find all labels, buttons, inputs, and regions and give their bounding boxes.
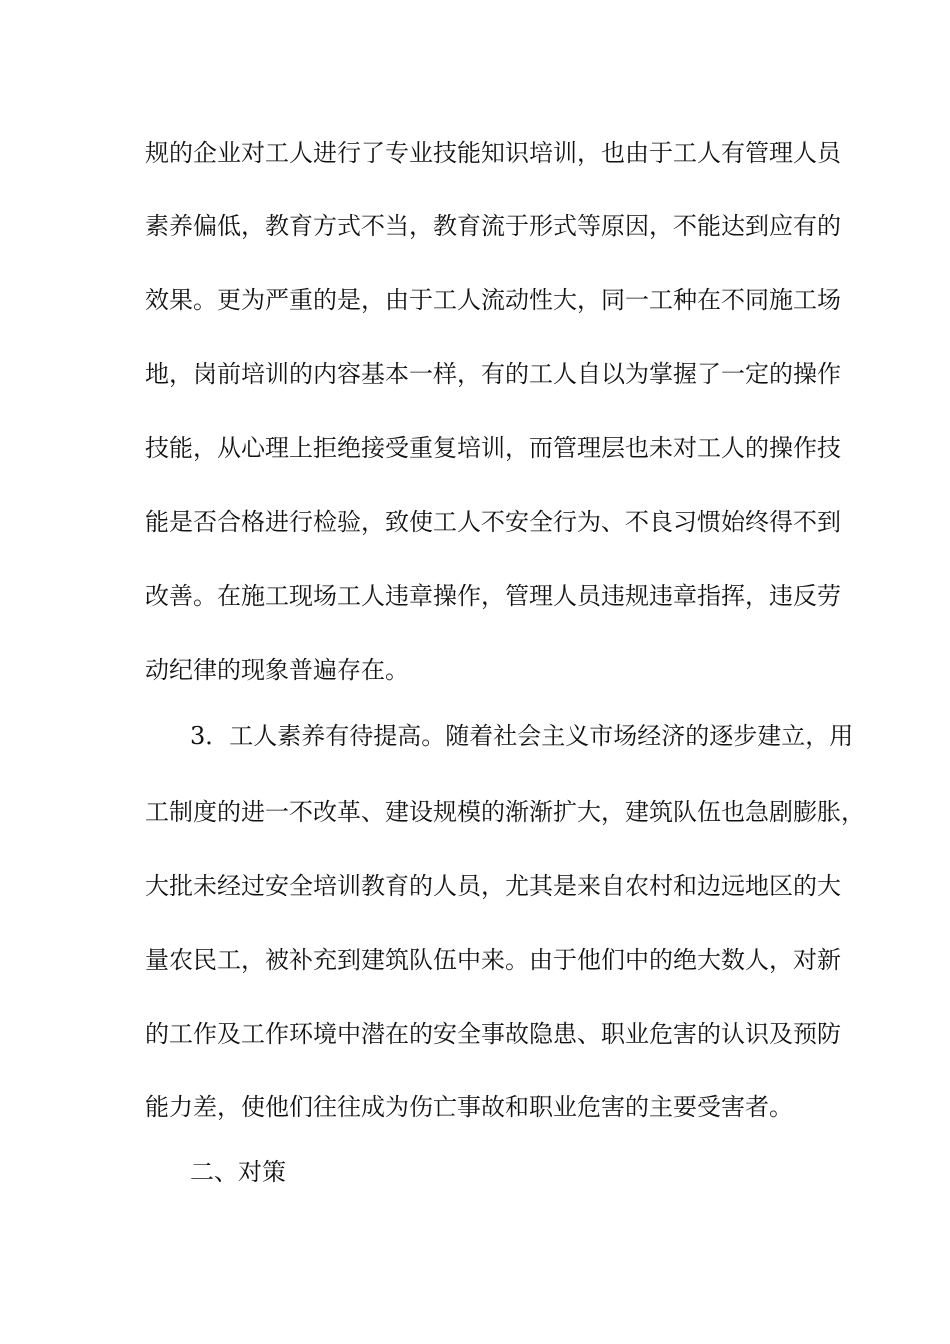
paragraph-line: 动纪律的现象普遍存在。 <box>145 656 409 684</box>
paragraph-line: 地，岗前培训的内容基本一样，有的工人自以为掌握了一定的操作 <box>145 360 841 388</box>
paragraph-line: 素养偏低，教育方式不当，教育流于形式等原因，不能达到应有的 <box>145 212 841 240</box>
paragraph-line: 改善。在施工现场工人违章操作，管理人员违规违章指挥，违反劳 <box>145 582 841 610</box>
section-heading: 二、对策 <box>190 1158 286 1186</box>
paragraph-line: 能力差，使他们往往成为伤亡事故和职业危害的主要受害者。 <box>145 1093 793 1121</box>
paragraph-line: 大批未经过安全培训教育的人员，尤其是来自农村和边远地区的大 <box>145 872 841 900</box>
paragraph-line: 技能，从心理上拒绝接受重复培训，而管理层也未对工人的操作技 <box>145 434 841 462</box>
paragraph-line: 的工作及工作环境中潜在的安全事故隐患、职业危害的认识及预防 <box>145 1020 841 1048</box>
paragraph-line: 效果。更为严重的是，由于工人流动性大，同一工种在不同施工场 <box>145 286 841 314</box>
paragraph-line: 量农民工，被补充到建筑队伍中来。由于他们中的绝大数人，对新 <box>145 946 841 974</box>
paragraph-line: 3．工人素养有待提高。随着社会主义市场经济的逐步建立，用 <box>190 722 854 750</box>
paragraph-line: 工制度的进一不改革、建设规模的渐渐扩大，建筑队伍也急剧膨胀， <box>145 798 865 826</box>
paragraph-line: 能是否合格进行检验，致使工人不安全行为、不良习惯始终得不到 <box>145 508 841 536</box>
paragraph-line: 规的企业对工人进行了专业技能知识培训，也由于工人有管理人员 <box>145 139 841 167</box>
